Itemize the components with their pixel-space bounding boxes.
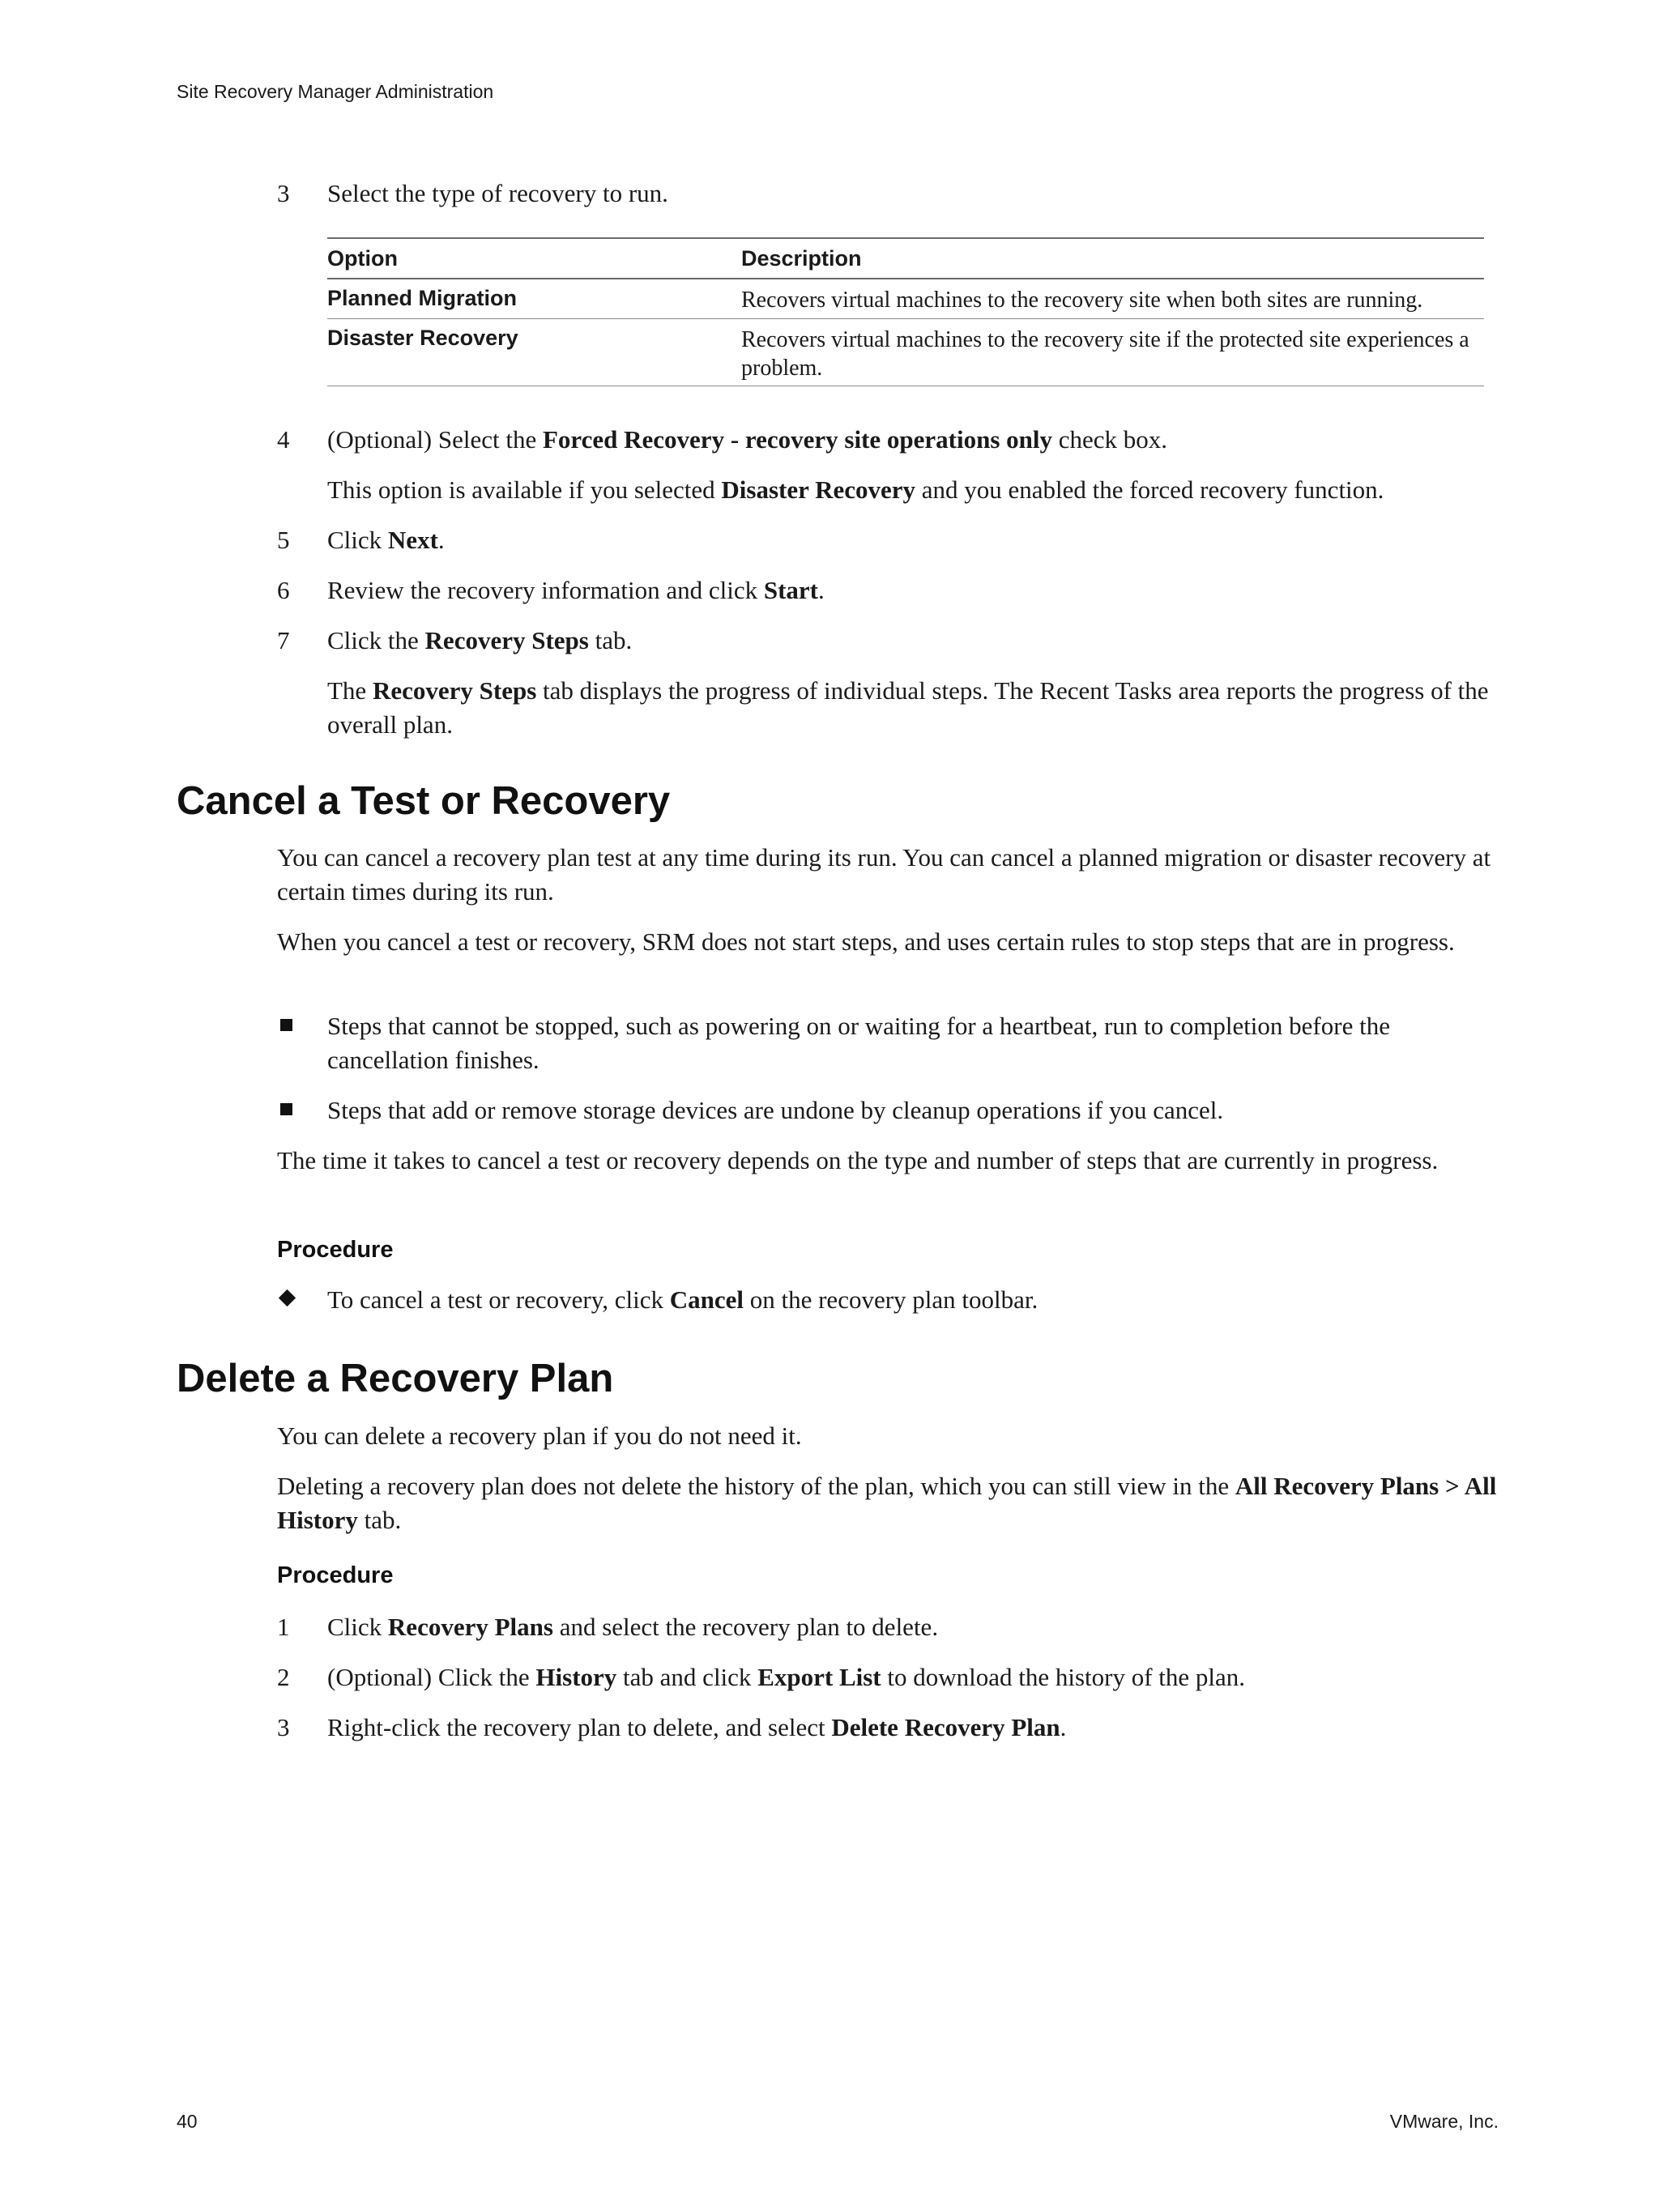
step-number: 1 xyxy=(277,1613,290,1641)
delete-history-paragraph: Deleting a recovery plan does not delete the history of the plan, which you can still view in the All Recovery Plans > All History tab. xyxy=(277,1472,1497,1534)
step-number: 3 xyxy=(277,1713,290,1741)
step-text: Right-click the recovery plan to delete, and select Delete Recovery Plan. xyxy=(327,1713,1067,1741)
section-title-delete: Delete a Recovery Plan xyxy=(177,1357,614,1400)
step-4-note: This option is available if you selected Disaster Recovery and you enabled the forced recovery function. xyxy=(327,475,1384,504)
procedure-heading: Procedure xyxy=(277,1237,394,1263)
bullet-square-icon xyxy=(280,1103,292,1115)
cancel-rules-paragraph: When you cancel a test or recovery, SRM does not start steps, and uses certain rules to stop steps that are in progress. xyxy=(277,927,1455,956)
step-text: Review the recovery information and click Start. xyxy=(327,576,825,604)
table-top-rule xyxy=(327,237,1484,239)
cancel-bullet-item: Steps that add or remove storage devices are undone by cleanup operations if you cancel. xyxy=(327,1096,1224,1124)
step-number: 4 xyxy=(277,425,290,454)
page-number: 40 xyxy=(177,2111,198,2132)
table-cell-description: Recovers virtual machines to the recovery site when both sites are running. xyxy=(741,288,1423,313)
section-title-cancel: Cancel a Test or Recovery xyxy=(177,779,671,823)
bullet-diamond-icon xyxy=(279,1289,296,1306)
table-header-rule xyxy=(327,278,1484,279)
step-text: Select the type of recovery to run. xyxy=(327,179,668,207)
step-number: 3 xyxy=(277,179,290,207)
table-cell-description: Recovers virtual machines to the recovery site if the protected site experiences a problem. xyxy=(741,327,1469,381)
bullet-square-icon xyxy=(280,1019,292,1031)
table-cell-option: Disaster Recovery xyxy=(327,326,518,350)
running-header: Site Recovery Manager Administration xyxy=(177,81,494,102)
footer-company: VMware, Inc. xyxy=(1389,2111,1499,2132)
cancel-intro-paragraph: You can cancel a recovery plan test at any time during its run. You can cancel a planned migration or disaster recovery at certain times during its run. xyxy=(277,843,1491,906)
delete-intro-paragraph: You can delete a recovery plan if you do not need it. xyxy=(277,1421,802,1450)
cancel-procedure-step: To cancel a test or recovery, click Cancel on the recovery plan toolbar. xyxy=(327,1285,1038,1314)
table-cell-option: Planned Migration xyxy=(327,286,518,310)
step-text: Click the Recovery Steps tab. xyxy=(327,626,633,654)
step-number: 6 xyxy=(277,576,290,604)
step-text: (Optional) Click the History tab and click Export List to download the history of the plan. xyxy=(327,1663,1246,1691)
step-number: 2 xyxy=(277,1663,290,1691)
cancel-time-paragraph: The time it takes to cancel a test or recovery depends on the type and number of steps that are currently in progress. xyxy=(277,1146,1439,1174)
table-header-description: Description xyxy=(741,246,862,271)
step-7-note: The Recovery Steps tab displays the progress of individual steps. The Recent Tasks area reports the progress of the overall plan. xyxy=(327,676,1489,739)
table-row-rule xyxy=(327,318,1484,319)
cancel-bullet-item: Steps that cannot be stopped, such as powering on or waiting for a heartbeat, run to completion before the cancellation finishes. xyxy=(327,1012,1390,1074)
step-number: 7 xyxy=(277,626,290,654)
step-text: Click Recovery Plans and select the recovery plan to delete. xyxy=(327,1613,939,1641)
step-number: 5 xyxy=(277,526,290,554)
table-header-option: Option xyxy=(327,246,398,271)
step-text: (Optional) Select the Forced Recovery - recovery site operations only check box. xyxy=(327,425,1168,454)
procedure-heading: Procedure xyxy=(277,1562,394,1588)
step-text: Click Next. xyxy=(327,526,445,554)
